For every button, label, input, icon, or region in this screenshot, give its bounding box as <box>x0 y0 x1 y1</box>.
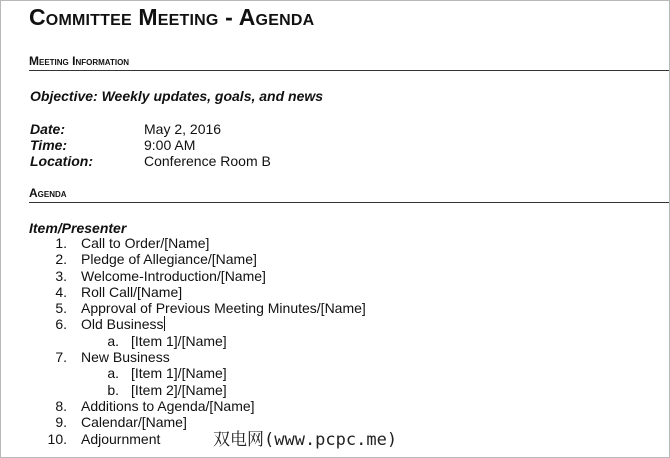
list-item-text: Welcome-Introduction/[Name] <box>81 267 266 284</box>
list-item-number: 6. <box>55 316 67 333</box>
list-item-number: 9. <box>55 414 67 431</box>
list-item <box>1 300 669 316</box>
list-item <box>1 284 669 300</box>
time-value: 9:00 AM <box>144 137 196 153</box>
list-item-text: New Business <box>81 349 170 366</box>
list-item-text: Roll Call/[Name] <box>81 283 183 300</box>
list-item-text: Old Business <box>81 316 164 333</box>
list-item <box>1 316 669 332</box>
section-heading-meeting-information: Meeting Information <box>29 54 130 68</box>
list-item <box>1 398 669 414</box>
list-item-number: b. <box>107 381 119 398</box>
list-item-text: Additions to Agenda/[Name] <box>81 397 255 414</box>
list-item-number: 2. <box>55 251 67 268</box>
list-item <box>1 251 669 267</box>
list-item-number: 1. <box>55 235 67 251</box>
list-item-text: Approval of Previous Meeting Minutes/[Name] <box>81 300 366 317</box>
list-item-number: 3. <box>55 267 67 284</box>
section-divider <box>29 70 669 71</box>
agenda-list <box>1 235 669 447</box>
section-heading-agenda: Agenda <box>29 186 67 200</box>
objective-text: Objective: Weekly updates, goals, and news <box>30 88 324 104</box>
list-item-number: 4. <box>55 283 67 300</box>
list-item-text: [Item 2]/[Name] <box>131 381 227 398</box>
list-item <box>1 235 669 251</box>
list-item-text: Adjournment <box>81 430 161 447</box>
list-item-text: Pledge of Allegiance/[Name] <box>81 251 257 268</box>
list-item-number: 10. <box>47 430 67 447</box>
list-item-number: a. <box>107 365 119 382</box>
list-item <box>1 365 669 381</box>
date-value: May 2, 2016 <box>144 121 222 137</box>
list-item <box>1 382 669 398</box>
list-item <box>1 333 669 349</box>
date-label: Date: <box>30 121 66 137</box>
location-value: Conference Room B <box>144 153 271 169</box>
list-item-number: 7. <box>55 349 67 366</box>
text-cursor <box>164 316 165 331</box>
list-item <box>1 349 669 365</box>
list-item-number: a. <box>107 332 119 349</box>
watermark: 双电网(www.pcpc.me) <box>213 430 398 450</box>
list-item-text: [Item 1]/[Name] <box>131 365 227 382</box>
list-item-text: [Item 1]/[Name] <box>131 332 227 349</box>
list-item-text: Call to Order/[Name] <box>81 235 210 251</box>
time-label: Time: <box>30 137 68 153</box>
document-title: Committee Meeting - Agenda <box>29 4 315 30</box>
list-item-text: Calendar/[Name] <box>81 414 187 431</box>
item-presenter-heading: Item/Presenter <box>29 220 127 236</box>
list-item <box>1 268 669 284</box>
location-label: Location: <box>30 153 93 169</box>
list-item-number: 8. <box>55 397 67 414</box>
section-divider <box>29 202 669 203</box>
list-item-number: 5. <box>55 300 67 317</box>
